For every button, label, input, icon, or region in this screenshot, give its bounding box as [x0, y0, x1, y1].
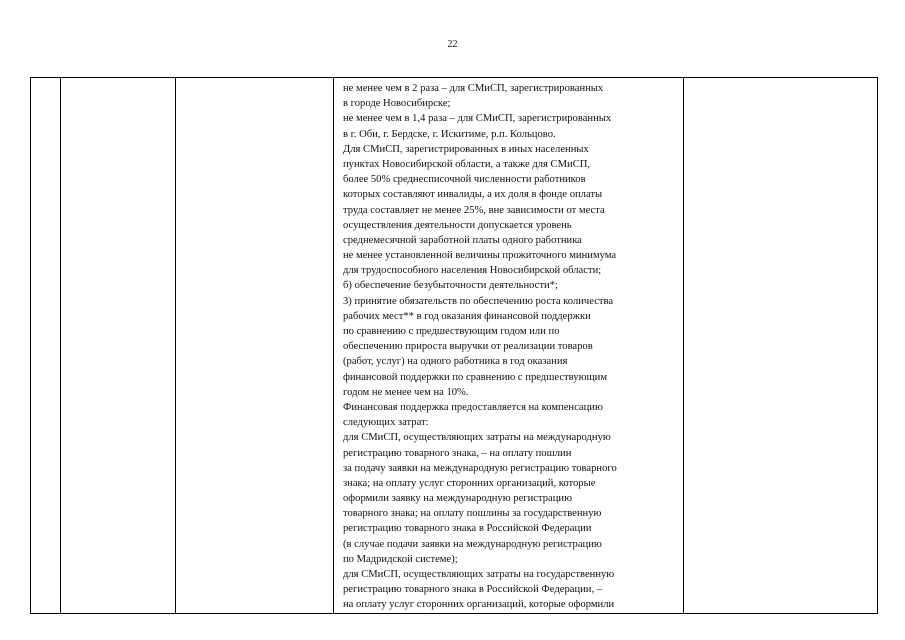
text-line: годом не менее чем на 10%. — [343, 386, 469, 398]
text-line: оформили заявку на международную регистрацию — [343, 493, 573, 505]
text-line: не менее чем в 1,4 раза – для СМиСП, зарегистрированных — [343, 113, 612, 125]
text-line: финансовой поддержки по сравнению с предшествующим — [343, 371, 608, 383]
page-number: 22 — [447, 39, 458, 50]
text-line: б) обеспечение безубыточности деятельности*; — [343, 280, 558, 292]
text-line: в г. Оби, г. Бердске, г. Искитиме, р.п. Кольцово. — [343, 128, 556, 140]
text-line: которых составляют инвалиды, а их доля в фонде оплаты — [343, 189, 603, 201]
text-line: в городе Новосибирске; — [343, 98, 451, 110]
text-line: не менее установленной величины прожиточного минимума — [343, 250, 617, 262]
document-table — [30, 77, 878, 614]
text-line: по сравнению с предшествующим годом или по — [343, 326, 560, 337]
text-line: для СМиСП, осуществляющих затраты на международную — [343, 432, 611, 444]
text-line: регистрацию товарного знака в Российской Федерации — [343, 523, 592, 535]
text-line: регистрацию товарного знака в Российской Федерации, – — [343, 584, 603, 596]
text-line: труда составляет не менее 25%, вне зависимости от места — [343, 204, 605, 216]
text-line: среднемесячной заработной платы одного работника — [343, 234, 582, 246]
text-line: (в случае подачи заявки на международную регистрацию — [343, 538, 602, 550]
text-line: товарного знака; на оплату пошлины за государственную — [343, 508, 602, 520]
text-line: регистрацию товарного знака, – на оплату пошлин — [343, 447, 572, 459]
table-row — [31, 78, 878, 614]
conditions-text — [343, 81, 679, 613]
text-line: (работ, услуг) на одного работника в год оказания — [343, 356, 568, 368]
text-line: не менее чем в 2 раза – для СМиСП, зарегистрированных — [343, 83, 604, 94]
text-line: для СМиСП, осуществляющих затраты на государственную — [343, 569, 615, 580]
text-line: Для СМиСП, зарегистрированных в иных населенных — [343, 143, 589, 155]
table-cell-conditions — [334, 78, 684, 614]
text-line: знака; на оплату услуг сторонних организаций, которые — [343, 477, 596, 489]
text-line: осуществления деятельности допускается уровень — [343, 219, 572, 231]
text-line: 3) принятие обязательств по обеспечению роста количества — [343, 295, 614, 307]
table-cell-name — [61, 78, 176, 614]
text-line: за подачу заявки на международную регистрацию товарного — [343, 462, 617, 474]
text-line: Финансовая поддержка предоставляется на компенсацию — [343, 401, 603, 413]
text-line: следующих затрат: — [343, 417, 429, 429]
table-cell-number — [31, 78, 61, 614]
text-line: на оплату услуг сторонних организаций, которые оформили — [343, 599, 615, 611]
text-line: для трудоспособного населения Новосибирской области; — [343, 265, 602, 277]
text-line: рабочих мест** в год оказания финансовой поддержки — [343, 310, 591, 322]
text-line: пунктах Новосибирской области, а также для СМиСП, — [343, 158, 591, 170]
text-line: обеспечению прироста выручки от реализации товаров — [343, 341, 593, 353]
table-cell-recipient — [176, 78, 334, 614]
text-line: более 50% среднесписочной численности работников — [343, 174, 586, 186]
text-line: по Мадридской системе); — [343, 553, 458, 565]
table-cell-notes — [684, 78, 878, 614]
